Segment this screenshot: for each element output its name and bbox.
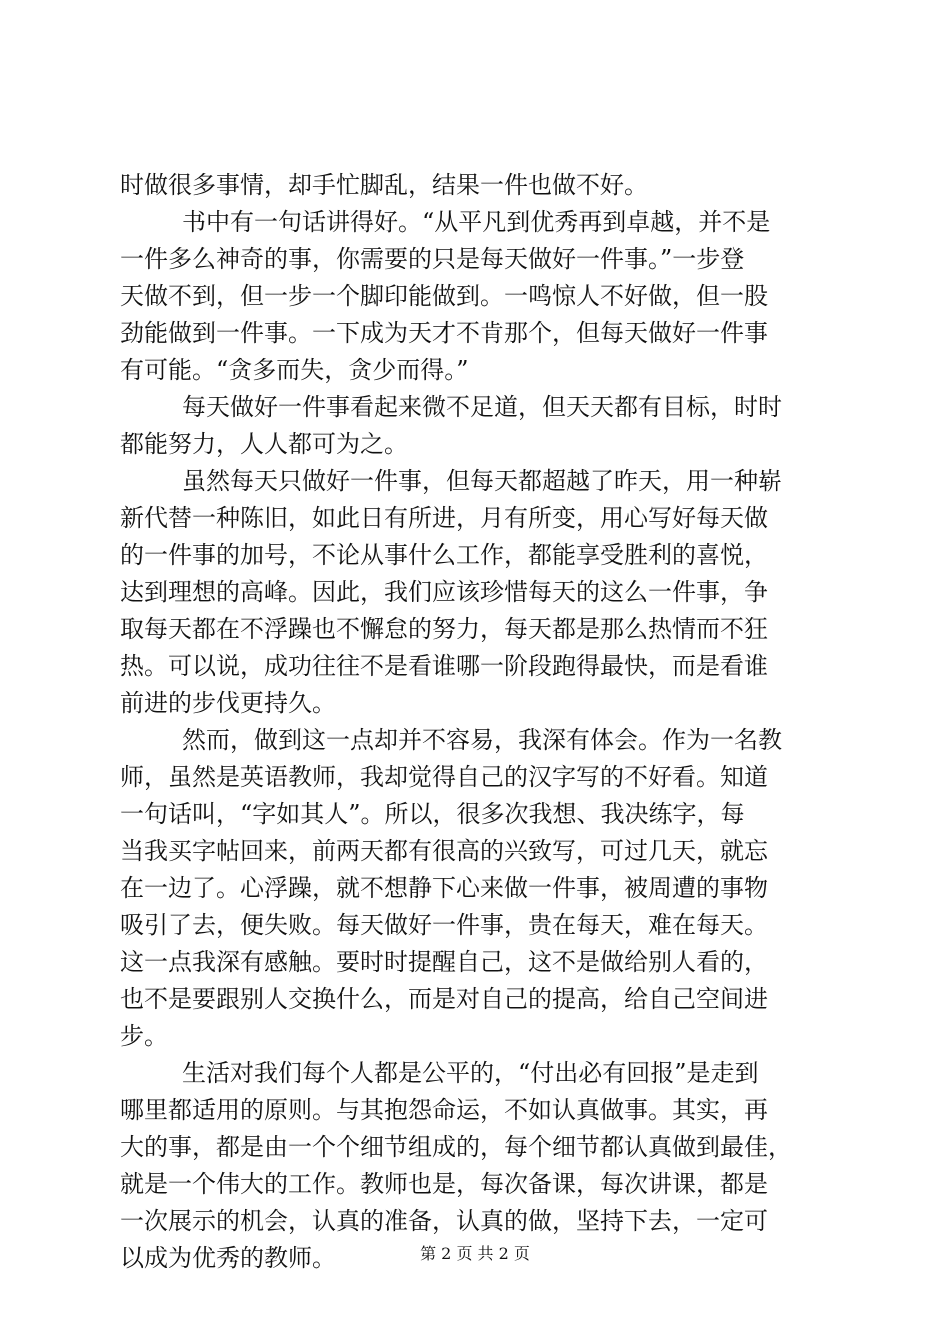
text-line: 当我买字帖回来，前两天都有很高的兴致写，可过几天，就忘 — [120, 837, 768, 865]
text-line: 前进的步伐更持久。 — [120, 689, 336, 717]
text-line: 就是一个伟大的工作。教师也是，每次备课，每次讲课，都是 — [120, 1170, 768, 1198]
text-line: 热。可以说，成功往往不是看谁哪一阶段跑得最快，而是看谁 — [120, 652, 768, 680]
text-line: 吸引了去，便失败。每天做好一件事，贵在每天，难在每天。 — [120, 911, 768, 939]
text-line: 一件多么神奇的事，你需要的只是每天做好一件事。”一步登 — [120, 245, 745, 273]
text-line: 有可能。“贪多而失，贪少而得。” — [120, 356, 469, 384]
text-line: 在一边了。心浮躁，就不想静下心来做一件事，被周遭的事物 — [120, 874, 768, 902]
text-line: 的一件事的加号，不论从事什么工作，都能享受胜利的喜悦， — [120, 541, 768, 569]
text-line: 生活对我们每个人都是公平的，“付出必有回报”是走到 — [182, 1059, 759, 1087]
text-line: 每天做好一件事看起来微不足道，但天天都有目标，时时 — [182, 393, 782, 421]
text-line: 然而，做到这一点却并不容易，我深有体会。作为一名教 — [182, 726, 782, 754]
text-line: 虽然每天只做好一件事，但每天都超越了昨天，用一种崭 — [182, 467, 782, 495]
text-line: 都能努力，人人都可为之。 — [120, 430, 408, 458]
text-line: 新代替一种陈旧，如此日有所进，月有所变，用心写好每天做 — [120, 504, 768, 532]
text-line: 师，虽然是英语教师，我却觉得自己的汉字写的不好看。知道 — [120, 763, 768, 791]
text-line: 达到理想的高峰。因此，我们应该珍惜每天的这么一件事，争 — [120, 578, 768, 606]
text-line: 步。 — [120, 1022, 168, 1050]
text-line: 这一点我深有感触。要时时提醒自己，这不是做给别人看的， — [120, 948, 768, 976]
text-line: 劲能做到一件事。一下成为天才不肯那个，但每天做好一件事 — [120, 319, 768, 347]
document-body — [120, 167, 832, 1277]
text-line: 以成为优秀的教师。 — [120, 1244, 336, 1272]
text-line: 一次展示的机会，认真的准备，认真的做，坚持下去，一定可 — [120, 1207, 768, 1235]
page-footer: 第 2 页 共 2 页 — [420, 1244, 530, 1263]
text-line: 也不是要跟别人交换什么，而是对自己的提高，给自己空间进 — [120, 985, 768, 1013]
text-line: 取每天都在不浮躁也不懈怠的努力，每天都是那么热情而不狂 — [120, 615, 768, 643]
text-line: 大的事，都是由一个个细节组成的，每个细节都认真做到最佳， — [120, 1133, 792, 1161]
text-line: 一句话叫，“字如其人”。所以，很多次我想、我决练字，每 — [120, 800, 745, 828]
text-line: 哪里都适用的原则。与其抱怨命运，不如认真做事。其实，再 — [120, 1096, 768, 1124]
text-line: 时做很多事情，却手忙脚乱，结果一件也做不好。 — [120, 171, 648, 199]
text-line: 书中有一句话讲得好。“从平凡到优秀再到卓越，并不是 — [182, 208, 771, 236]
text-line: 天做不到，但一步一个脚印能做到。一鸣惊人不好做，但一股 — [120, 282, 768, 310]
